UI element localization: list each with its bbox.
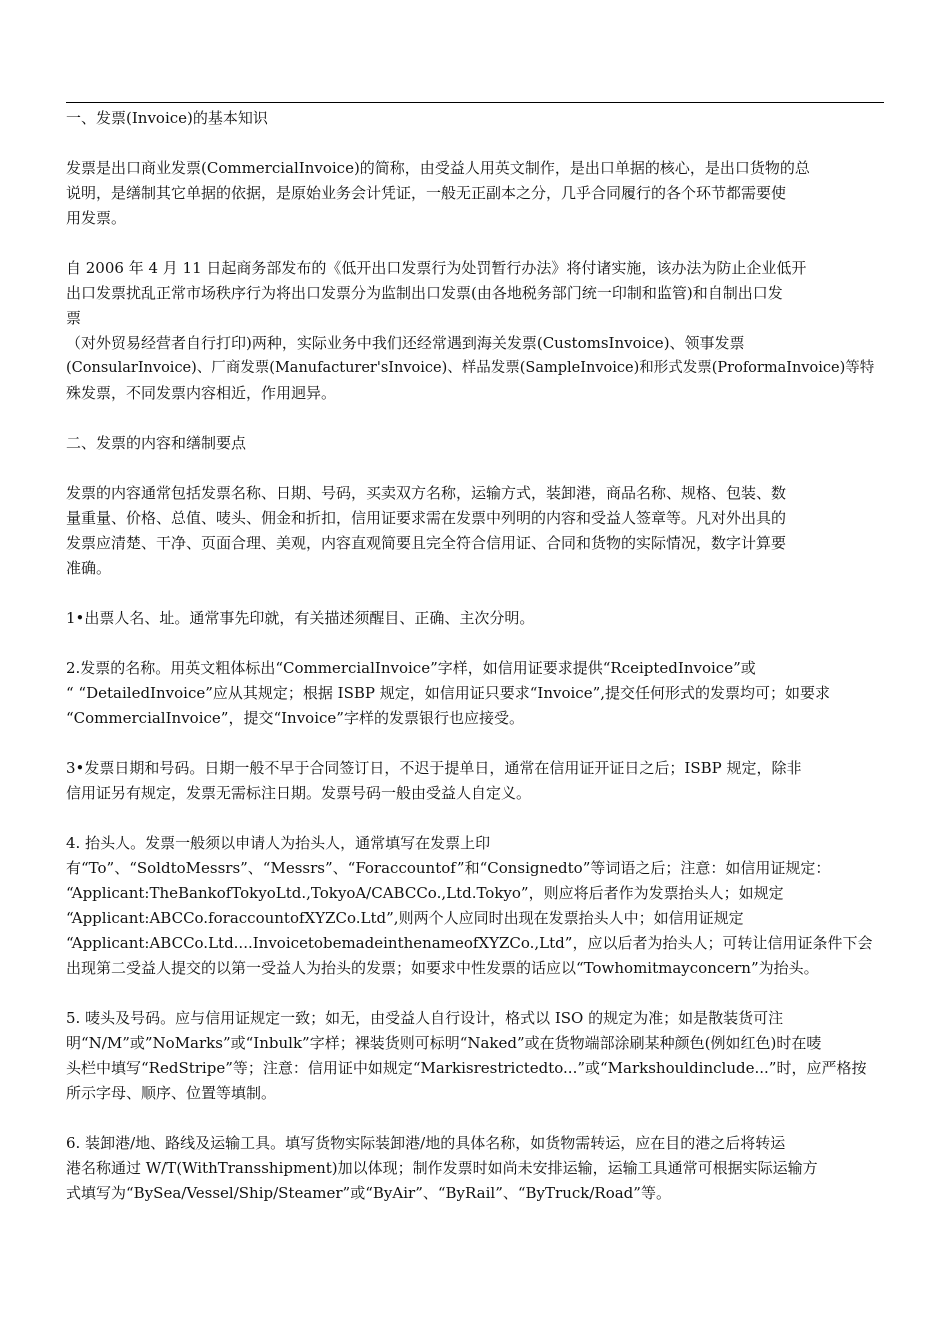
text-line: 出现第二受益人提交的以第一受益人为抬头的发票；如要求中性发票的话应以“Towhomitmayconcern”为抬头。	[66, 959, 819, 977]
text-line: 票	[66, 309, 82, 327]
list-item	[66, 606, 886, 631]
text-line: 殊发票，不同发票内容相近，作用迥异。	[66, 384, 337, 402]
text-line: 准确。	[66, 559, 112, 577]
list-item	[66, 1006, 886, 1106]
text-line: 明“N/M”或”NoMarks”或“Inbulk”字样；裸装货则可标明“Naked”或在货物端部涂刷某种颜色(例如红色)时在唛	[66, 1034, 822, 1052]
list-item	[66, 656, 886, 731]
list-item	[66, 1131, 886, 1206]
text-line: 1•出票人名、址。通常事先印就，有关描述须醒目、正确、主次分明。	[66, 609, 535, 627]
text-line: “ “DetailedInvoice”应从其规定；根据 ISBP 规定，如信用证只要求“Invoice”,提交任何形式的发票均可；如要求	[66, 684, 831, 702]
section-heading	[66, 106, 886, 131]
text-line: 说明，是缮制其它单据的依据，是原始业务会计凭证，一般无正副本之分，几乎合同履行的各个环节都需要使	[66, 184, 787, 202]
text-line: 所示字母、顺序、位置等填制。	[66, 1084, 277, 1102]
text-line: 发票的内容通常包括发票名称、日期、号码，买卖双方名称，运输方式，装卸港，商品名称、规格、包装、数	[66, 484, 787, 502]
text-line: (ConsularInvoice)、厂商发票(Manufacturer'sInvoice)、样品发票(SampleInvoice)和形式发票(ProformaInvoice)等特	[66, 360, 875, 376]
text-line: “Applicant:ABCCo.foraccountofXYZCo.Ltd”,则两个人应同时出现在发票抬头人中；如信用证规定	[66, 909, 744, 927]
paragraph	[66, 156, 886, 231]
text-line: 2.发票的名称。用英文粗体标出“CommercialInvoice”字样，如信用证要求提供“RceiptedInvoice”或	[66, 659, 756, 677]
text-line: 发票应清楚、干净、页面合理、美观，内容直观简要且完全符合信用证、合同和货物的实际情况，数字计算要	[66, 534, 787, 552]
paragraph	[66, 481, 886, 581]
text-line: 有“To”、“SoldtoMessrs”、“Messrs”、“Foraccountof”和“Consignedto”等词语之后；注意：如信用证规定：	[66, 859, 831, 877]
header-rule	[66, 102, 884, 103]
text-line: 用发票。	[66, 209, 127, 227]
list-item	[66, 756, 886, 806]
text-line: 4. 抬头人。发票一般须以申请人为抬头人，通常填写在发票上印	[66, 834, 491, 852]
text-line: 头栏中填写“RedStripe”等；注意：信用证中如规定“Markisrestrictedto...”或“Markshouldinclude...”时，应严格按	[66, 1059, 867, 1077]
text-line: “Applicant:TheBankofTokyoLtd.,TokyoA/CABCCo.,Ltd.Tokyo”，则应将后者作为发票抬头人；如规定	[66, 884, 784, 902]
text-line: 港名称通过 W/T(WithTransshipment)加以体现；制作发票时如尚未安排运输，运输工具通常可根据实际运输方	[66, 1159, 818, 1177]
text-line: 二、发票的内容和缮制要点	[66, 434, 247, 452]
text-line: 3•发票日期和号码。日期一般不早于合同签订日，不迟于提单日，通常在信用证开证日之后；ISBP 规定，除非	[66, 759, 802, 777]
text-line: 5. 唛头及号码。应与信用证规定一致；如无，由受益人自行设计，格式以 ISO 的规定为准；如是散装货可注	[66, 1009, 784, 1027]
text-line: 一、发票(Invoice)的基本知识	[66, 109, 268, 127]
text-line: 自 2006 年 4 月 11 日起商务部发布的《低开出口发票行为处罚暂行办法》将付诸实施，该办法为防止企业低开	[66, 259, 807, 277]
text-line: 发票是出口商业发票(CommercialInvoice)的简称，由受益人用英文制作，是出口单据的核心，是出口货物的总	[66, 159, 810, 177]
text-line: “CommercialInvoice”，提交“Invoice”字样的发票银行也应接受。	[66, 709, 524, 727]
text-line: 量重量、价格、总值、唛头、佣金和折扣，信用证要求需在发票中列明的内容和受益人签章等。凡对外出具的	[66, 509, 787, 527]
text-line: 出口发票扰乱正常市场秩序行为将出口发票分为监制出口发票(由各地税务部门统一印制和监管)和自制出口发	[66, 284, 783, 302]
text-line: “Applicant:ABCCo.Ltd....InvoicetobemadeinthenameofXYZCo.,Ltd”，应以后者为抬头人；可转让信用证条件下会	[66, 934, 873, 952]
paragraph	[66, 256, 886, 406]
text-line: 6. 装卸港/地、路线及运输工具。填写货物实际装卸港/地的具体名称，如货物需转运，应在目的港之后将转运	[66, 1134, 786, 1152]
document-body	[66, 106, 886, 1206]
text-line: 信用证另有规定，发票无需标注日期。发票号码一般由受益人自定义。	[66, 784, 532, 802]
text-line: 式填写为“BySea/Vessel/Ship/Steamer”或“ByAir”、“ByRail”、“ByTruck/Road”等。	[66, 1184, 671, 1202]
section-heading	[66, 431, 886, 456]
text-line: （对外贸易经营者自行打印)两种，实际业务中我们还经常遇到海关发票(CustomsInvoice)、领事发票	[66, 334, 745, 352]
list-item	[66, 831, 886, 981]
